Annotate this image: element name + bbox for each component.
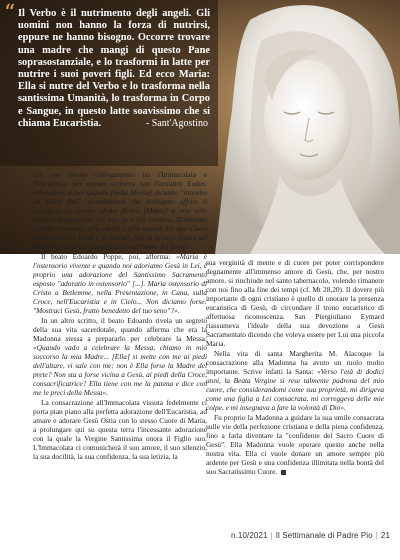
left-column (33, 170, 207, 462)
paragraph (33, 398, 207, 461)
quote-panel (0, 0, 218, 166)
italic-quote: «Pensiamo a Lei quando [nella Messa] diciamo "introibo ad altare Dei", ricordiamoci che dobbiamo offrire il sacrificio su questo altare divino [Maria] e non solo sull'altare materiale che non ne è che l'ombra. Dobbiamo offrirlo in unione alla carità e alla santità dei due Cuori ammirabili [di Gesù e di Maria], fusi in un solo Cuore sul medesimo altare, chiamato altresì Il Santo dei santi». (33, 188, 207, 252)
magazine-title: Il Settimanale di Padre Pio (275, 531, 373, 540)
separator: | (270, 531, 273, 540)
paragraph (33, 316, 207, 397)
italic-quote: «Verso l'età di dodici anni, la Beata Vergine si rese talmente padrona del mio cuore, che considerandomi come sua proprietà, mi dirigeva come una figlia a Lei consacrata, mi correggeva delle mie colpe, e mi insegnava a fare la volontà di Dio». (206, 367, 384, 413)
text-run: sua verginità di mente e di cuore per poter corrispondere degnamente all'immenso amore di Gesù, che, per nostro amore, si rinchiude nel santo tabernacolo, volendo rimanere con noi fino alla fine dei tempi (cf. Mt 28,20). Il dovere più importante di ogni cristiano è quello di onorare la presenza eucaristica di Gesù, di circondare il trono eucaristico di affettuosa riconoscenza. San Piergiuliano Eymard riassumeva l'ideale della sua devozione a Gesù Sacramentato dicendo che voleva essere per Lui una piccola Maria. (206, 258, 384, 349)
quote-author: - Sant'Agostino (145, 118, 208, 130)
paragraph (206, 413, 384, 476)
italic-quote: «Quando vado a celebrare la Messa, chiamo in mio soccorso la mia Madre... [Ella] si mette con me ai piedi dell'altare, vi sale con me; non è Ella forse la Madre del prete? Non sta a forse vicina a Gesù, ai piedi della Croce, consacrificatrice? Ella tiene con me la patena e dice con me le preci della Messa». (33, 342, 207, 398)
text-run: La consacrazione all'Immacolata vissuta fedelmente ci porta pian piano alla perfetta adorazione dell'Eucaristia, ad amare e adorare Gesù Ostia con lo stesso Cuore di Maria, a prolungare qui su questa terra l'incessante adorazione con la quale la Vergine Santissima onora il Figlio suo. L'Immacolata ci comunicherà il suo amore, il suo silenzio, la sua docilità, la sua confidenza, la sua letizia, la (33, 397, 207, 461)
end-of-article-icon (281, 470, 286, 475)
paragraph (33, 252, 207, 315)
quote-mark-icon: “ (4, 1, 16, 26)
paragraph (206, 258, 384, 348)
text-run: Il beato Edoardo Poppe, poi, afferma: (41, 251, 177, 261)
text-run: In un altro scritto, il beato Edoardo rivela un segreto della sua vita sacerdotale, quando afferma che era la Madonna stessa a prepararlo per celebrare la Messa: (33, 315, 207, 343)
issue-number: n.10/2021 (231, 531, 268, 540)
italic-quote: «Maria è l'ostensorio vivente e quando noi adoriamo Gesù in Lei, è proprio una adorazione del Santissimo Sacramento esposto "adoratio in ostensorio" [...]. Maria ostensorio di Cristo a Betlemme, nella Presentazione, in Cana, sulla Croce, nell'Eucaristia e in Cielo... Non diciamo forse: "Mostraci Gesù, frutto benedetto del tuo seno"?». (33, 251, 207, 316)
separator: | (375, 531, 378, 540)
page-footer (231, 531, 390, 540)
quote-text: Il Verbo è il nutrimento degli angeli. Gli uomini non hanno la forza di nutrirsi, eppure ne hanno bisogno. Occorre trovare una madre che mangi di questo Pane soprasostanziale, e lo trasformi in latte per nutrire i suoi poveri figli. Ed ecco Maria: Ella si nutre del Verbo e lo trasforma nella santissima Umanità, lo trasforma in Corpo e Sangue, in questo latte soavissimo che si chiama Eucaristia. (18, 8, 210, 129)
right-column (206, 258, 384, 477)
paragraph (33, 170, 207, 251)
text-run: C'è uno stretto collegamento tra l'Immacolata e l'Eucaristia, per questo scriveva san Giovanni Eudes: (33, 170, 207, 189)
text-run: Nella vita di santa Margherita M. Alacoque la consacrazione alla Madonna ha avuto un ruolo molto importante. Scrive infatti la Santa: (206, 348, 384, 377)
paragraph (206, 349, 384, 412)
text-run: Fu proprio la Madonna a guidare la sua umile consacrata sulle vie della perfezione cristiana e della piena confidenza, fino a farla diventare la "confidente del Sacro Cuore di Gesù". Ella Madonna vuole operare questo anche nella nostra vita. Ella ci vuole donare un amore sempre più ardente per Gesù e una confidenza illimitata nella bontà del suo Sacratissimo Cuore. (206, 412, 384, 477)
page-number: 21 (380, 531, 390, 540)
